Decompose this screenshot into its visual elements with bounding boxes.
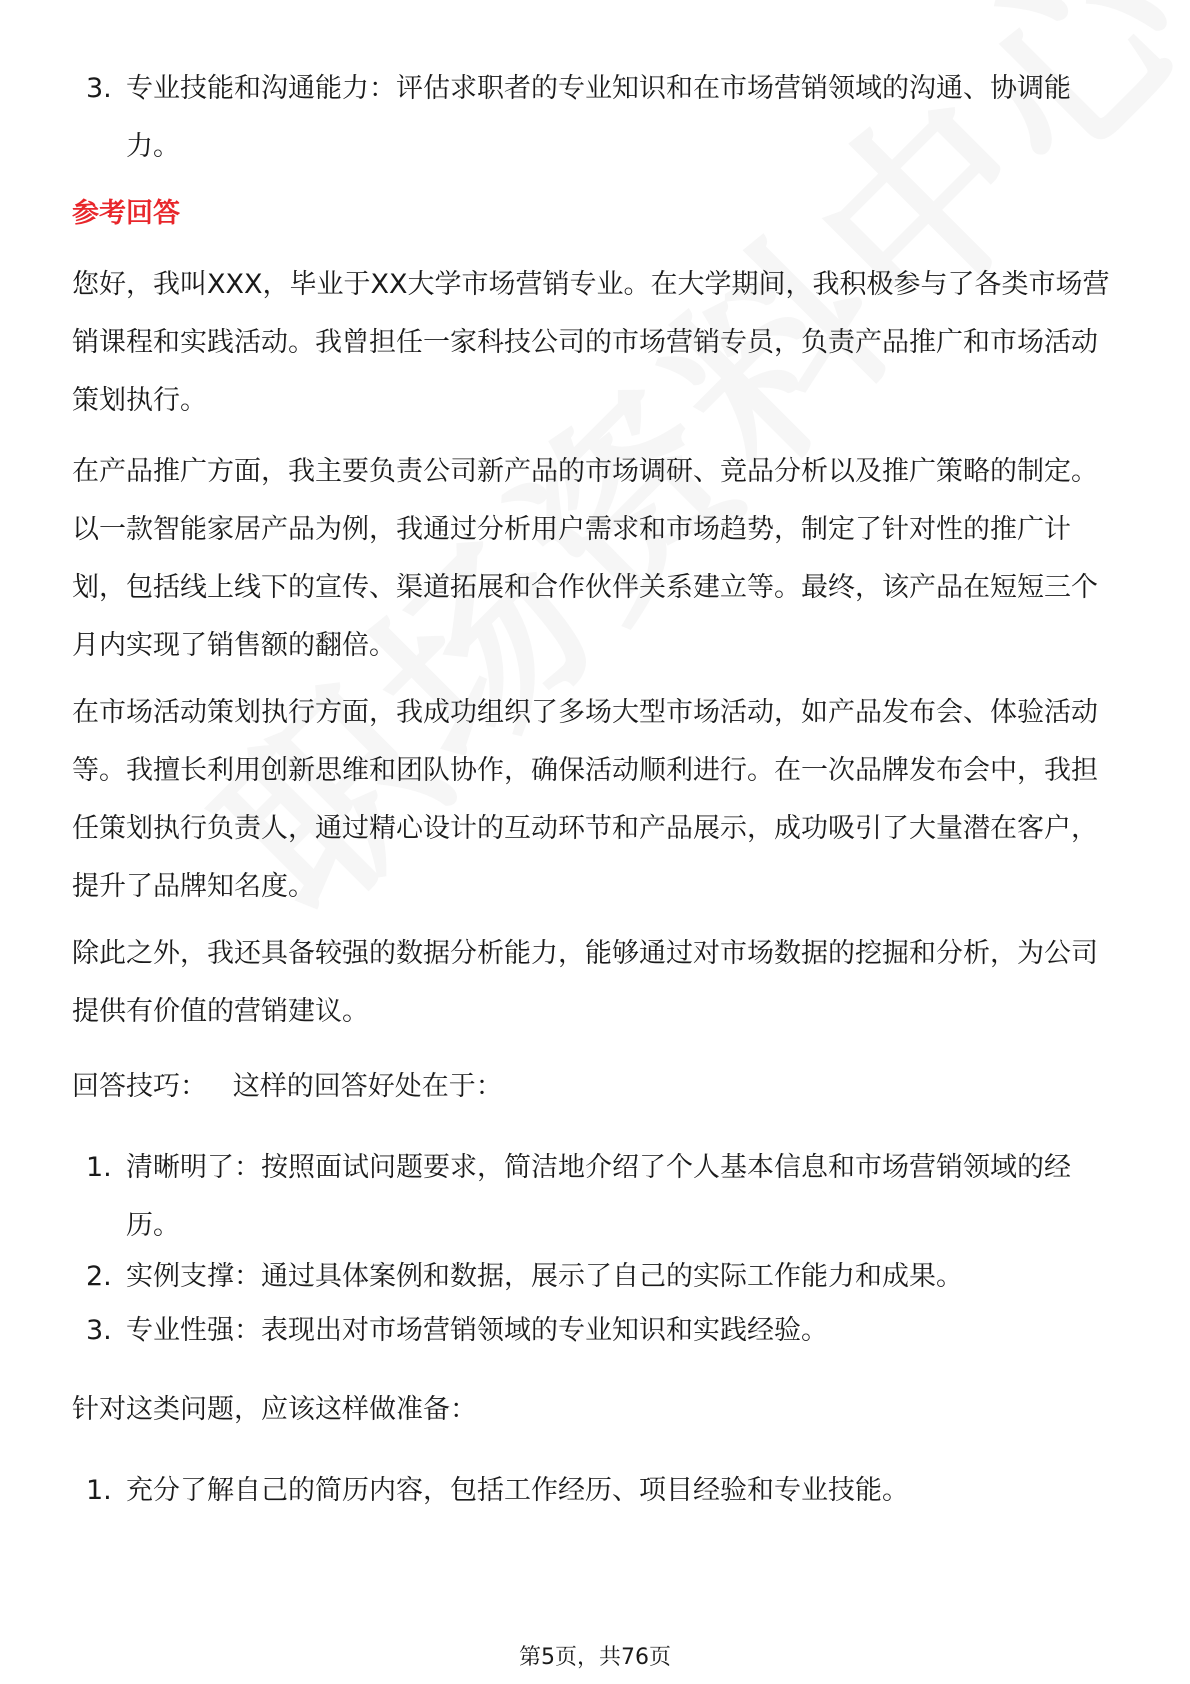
list-text: 充分了解自己的简历内容，包括工作经历、项目经验和专业技能。 [126, 1475, 909, 1506]
paragraph: 在产品推广方面，我主要负责公司新产品的市场调研、竞品分析以及推广策略的制定。以一款智能家居产品为例，我通过分析用户需求和市场趋势，制定了针对性的推广计划，包括线上线下的宣传、渠道拓展和合作伙伴关系建立等。最终，该产品在短短三个月内实现了销售额的翻倍。 [72, 456, 1098, 661]
list-number: 2. [86, 1261, 112, 1292]
list-number: 1. [86, 1475, 112, 1506]
list-text: 实例支撑：通过具体案例和数据，展示了自己的实际工作能力和成果。 [126, 1261, 963, 1292]
paragraph: 在市场活动策划执行方面，我成功组织了多场大型市场活动，如产品发布会、体验活动等。我擅长利用创新思维和团队协作，确保活动顺利进行。在一次品牌发布会中，我担任策划执行负责人，通过精心设计的互动环节和产品展示，成功吸引了大量潜在客户，提升了品牌知名度。 [72, 697, 1098, 902]
list-text: 专业性强：表现出对市场营销领域的专业知识和实践经验。 [126, 1315, 828, 1346]
paragraph: 除此之外，我还具备较强的数据分析能力，能够通过对市场数据的挖掘和分析，为公司提供有价值的营销建议。 [72, 938, 1098, 1027]
list-number: 3. [86, 73, 112, 104]
list-item [86, 60, 1122, 176]
list-text: 专业技能和沟通能力：评估求职者的专业知识和在市场营销领域的沟通、协调能力。 [126, 73, 1071, 162]
page-footer: 第5页，共76页 [519, 1645, 671, 1670]
paragraph: 您好，我叫XXX，毕业于XX大学市场营销专业。在大学期间，我积极参与了各类市场营销课程和实践活动。我曾担任一家科技公司的市场营销专员，负责产品推广和市场活动策划执行。 [72, 269, 1110, 416]
list-text: 清晰明了：按照面试问题要求，简洁地介绍了个人基本信息和市场营销领域的经历。 [126, 1152, 1071, 1241]
tips-heading: 回答技巧： 这样的回答好处在于： [72, 1071, 503, 1102]
list-item [86, 1462, 1122, 1520]
list-item [86, 1302, 1122, 1360]
list-number: 3. [86, 1315, 112, 1346]
list-number: 1. [86, 1152, 112, 1183]
reference-heading: 参考回答 [72, 198, 180, 229]
list-item [86, 1248, 1122, 1306]
prep-heading: 针对这类问题，应该这样做准备： [72, 1394, 477, 1425]
list-item [86, 1139, 1122, 1255]
